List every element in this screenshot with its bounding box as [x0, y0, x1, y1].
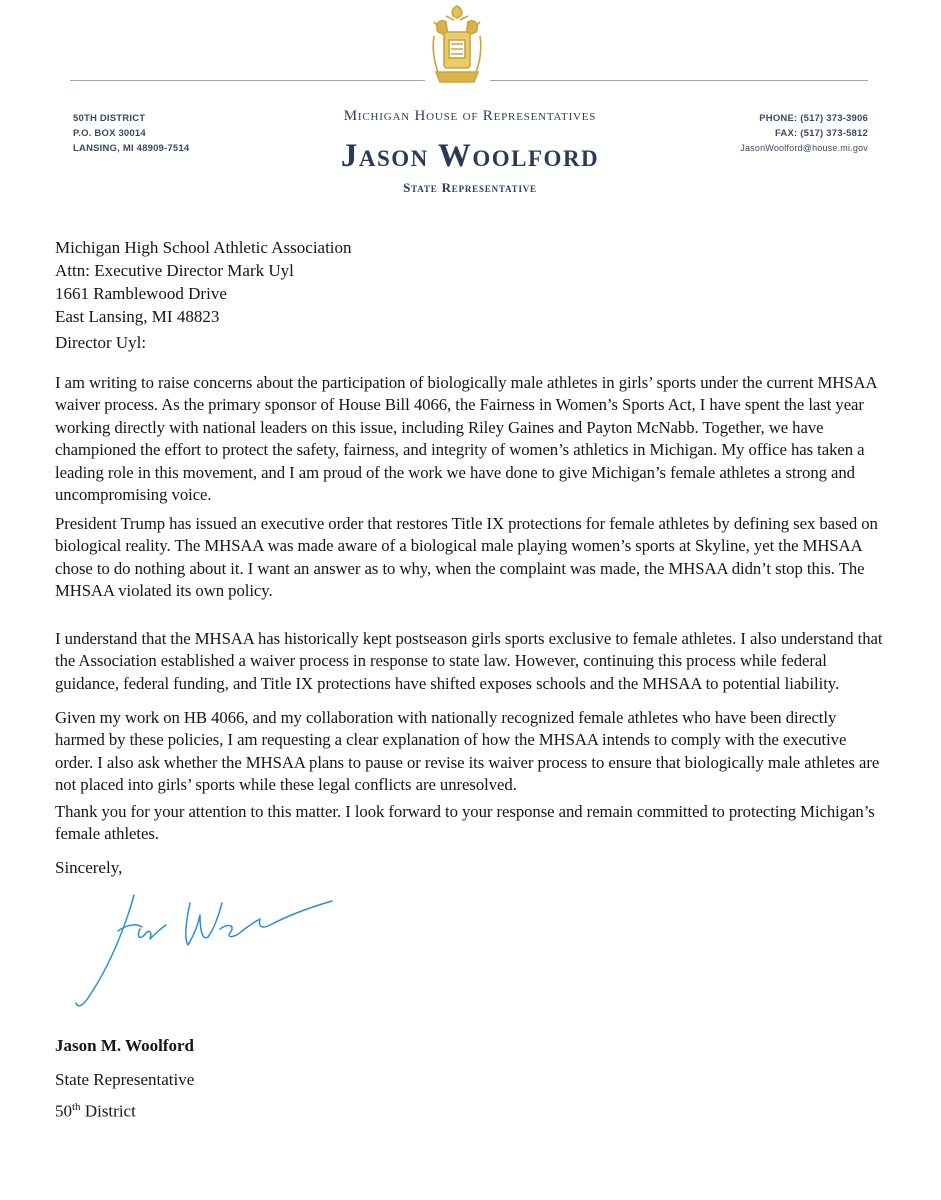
closing: Sincerely, — [55, 858, 123, 877]
signatory-district — [55, 1101, 136, 1122]
recipient-address — [55, 236, 352, 328]
contact-info — [740, 111, 868, 156]
letterhead-rule-right — [490, 80, 868, 81]
phone-number: PHONE: (517) 373-3906 — [759, 113, 868, 124]
district-label: 50TH DISTRICT — [73, 113, 146, 124]
signatory-name: Jason M. Woolford — [55, 1036, 195, 1055]
organization-name: Michigan House of Representatives — [343, 108, 597, 124]
po-box: P.O. BOX 30014 — [73, 128, 146, 139]
body-paragraph-2: President Trump has issued an executive order that restores Title IX protections for female athletes by defining sex based on biological reality. The MHSAA was made aware of a biological male playing women’s sports at Skyline, yet the MHSAA chose to do nothing about it. I want an answer as to why, when the complaint was made, the MHSAA didn’t stop this. The MHSAA violated its own policy. — [55, 514, 878, 601]
recipient-line-3: 1661 Ramblewood Drive — [55, 284, 227, 303]
office-city: LANSING, MI 48909-7514 — [73, 143, 190, 154]
recipient-line-4: East Lansing, MI 48823 — [55, 307, 220, 326]
body-paragraph-5: Thank you for your attention to this matter. I look forward to your response and remain committed to protecting Michigan’s female athletes. — [55, 802, 875, 844]
district-word: District — [80, 1101, 136, 1121]
signatory-title: State Representative — [55, 1070, 195, 1089]
district-number: 50 — [55, 1101, 72, 1121]
handwritten-signature — [70, 885, 370, 1025]
body-paragraph-1: I am writing to raise concerns about the participation of biologically male athletes in girls’ sports under the current MHSAA waiver process. As the primary sponsor of House Bill 4066, the Fairness in Women’s Sports Act, I have spent the last year working directly with national leaders on this issue, including Riley Gaines and Payton McNabb. Together, we have championed the effort to protect the safety, fairness, and integrity of women’s athletics in Michigan. My office has taken a leading role in this movement, and I am proud of the work we have done to give Michigan’s female athletes a strong and uncompromising voice. — [55, 373, 877, 505]
michigan-state-seal-icon — [424, 2, 490, 88]
body-paragraph-3: I understand that the MHSAA has historically kept postseason girls sports exclusive to female athletes. I also understand that the Association established a waiver process in response to state law. However, continuing this process while federal guidance, federal funding, and Title IX protections have shifted exposes schools and the MHSAA to potential liability. — [55, 629, 883, 693]
email-address: JasonWoolford@house.mi.gov — [740, 143, 868, 153]
recipient-line-1: Michigan High School Athletic Association — [55, 238, 352, 257]
district-ordinal-suffix: th — [72, 1101, 81, 1113]
body-paragraph-4: Given my work on HB 4066, and my collaboration with nationally recognized female athletes who have been directly harmed by these policies, I am requesting a clear explanation of how the MHSAA intends to comply with the executive order. I also ask whether the MHSAA plans to pause or revise its waiver process to ensure that biologically male athletes are not placed into girls’ sports while these legal conflicts are unresolved. — [55, 708, 880, 795]
salutation: Director Uyl: — [55, 333, 147, 352]
letterhead-rule-left — [70, 80, 425, 81]
recipient-line-2: Attn: Executive Director Mark Uyl — [55, 261, 294, 280]
fax-number: FAX: (517) 373-5812 — [774, 128, 868, 139]
representative-name: Jason Woolford — [340, 138, 600, 174]
office-address — [73, 111, 189, 156]
representative-title: State Representative — [403, 180, 537, 195]
